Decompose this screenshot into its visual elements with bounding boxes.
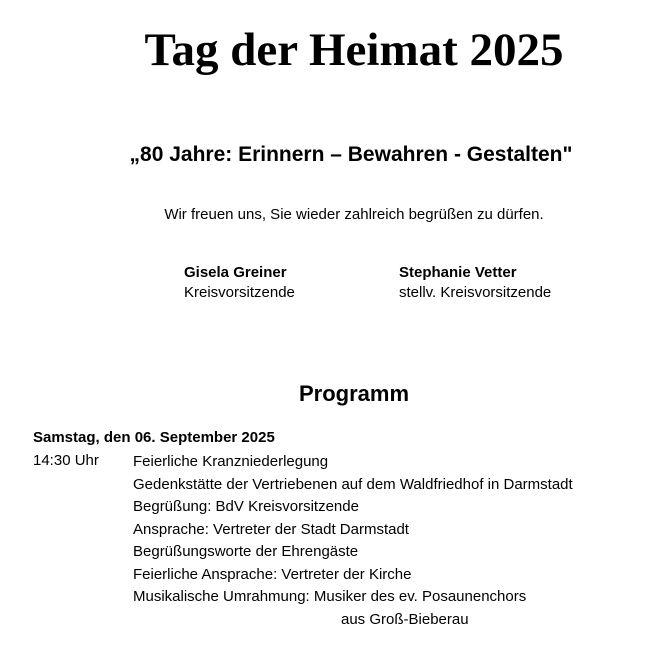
signatory-role: Kreisvorsitzende — [184, 284, 295, 301]
program-item: Musikalische Umrahmung: Musiker des ev. Posaunenchors — [133, 588, 527, 605]
signatory-name: Gisela Greiner — [184, 264, 287, 281]
document-title: Tag der Heimat 2025 — [144, 24, 564, 76]
signatory-1 — [184, 263, 295, 303]
signatory-name: Stephanie Vetter — [399, 264, 517, 281]
motto-subtitle: „80 Jahre: Erinnern – Bewahren - Gestalten" — [129, 143, 573, 166]
program-heading: Programm — [298, 381, 410, 406]
program-time: 14:30 Uhr — [33, 452, 99, 469]
signatory-role: stellv. Kreisvorsitzende — [399, 284, 552, 301]
program-items — [133, 451, 573, 631]
program-item: Feierliche Ansprache: Vertreter der Kirche — [133, 565, 412, 583]
program-item: Begrüßungsworte der Ehrengäste — [133, 543, 359, 560]
welcome-text: Wir freuen uns, Sie wieder zahlreich begrüßen zu dürfen. — [164, 206, 544, 223]
program-item: Ansprache: Vertreter der Stadt Darmstadt — [133, 520, 409, 538]
program-item: Gedenkstätte der Vertriebenen auf dem Waldfriedhof in Darmstadt — [133, 475, 573, 493]
program-item: Feierliche Kranzniederlegung — [133, 453, 329, 470]
program-item: Begrüßung: BdV Kreisvorsitzende — [133, 498, 359, 515]
signatory-2 — [399, 263, 551, 303]
program-date: Samstag, den 06. September 2025 — [33, 429, 275, 446]
program-item: aus Groß-Bieberau — [341, 610, 469, 628]
